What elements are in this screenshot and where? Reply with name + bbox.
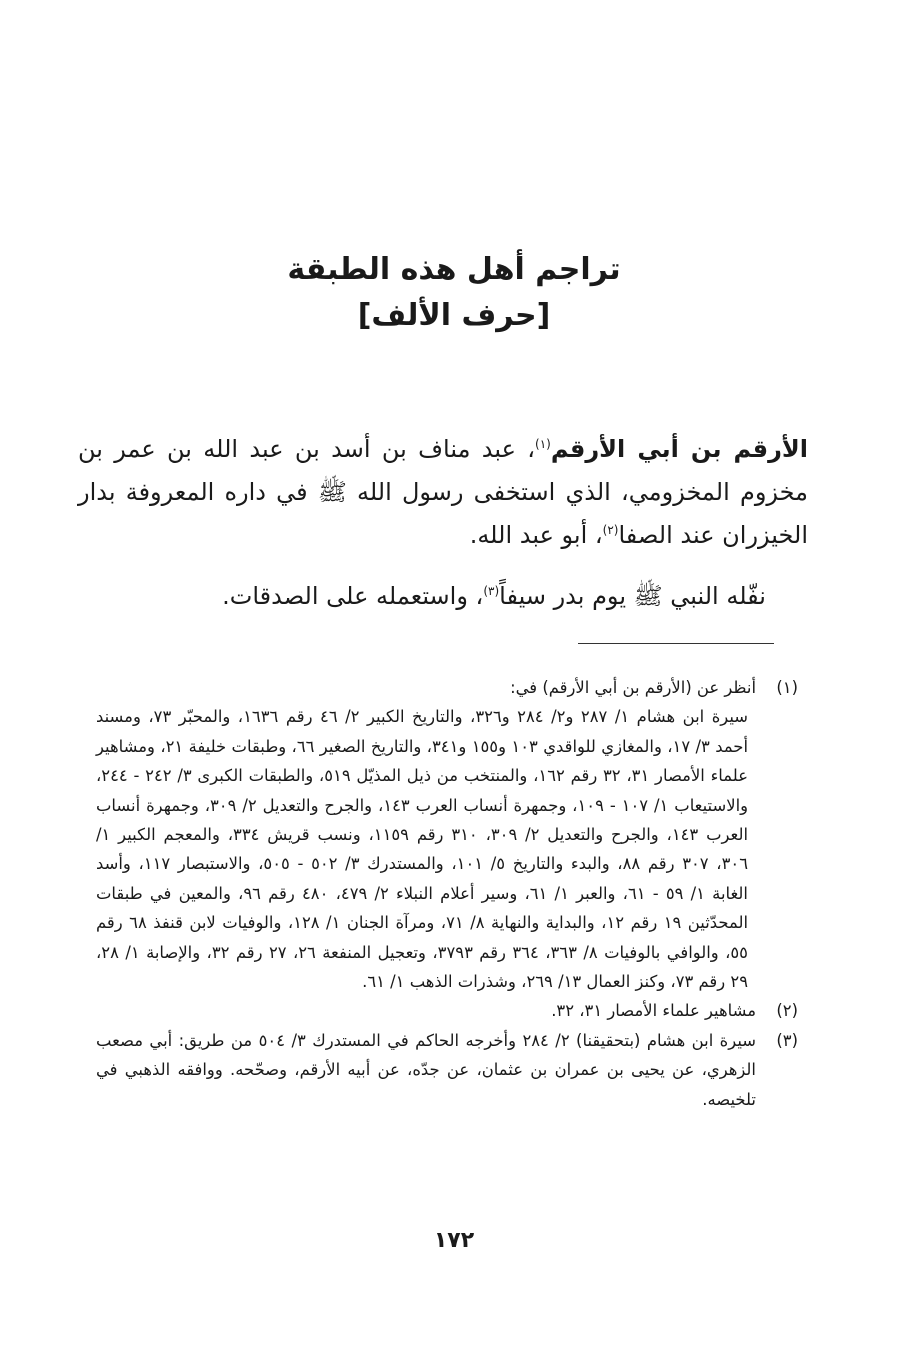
entry-para2-text-2: ، واستعمله على الصدقات. xyxy=(222,582,484,610)
footnote-divider xyxy=(578,643,774,644)
footnote-number: (١) xyxy=(776,678,798,697)
entry-text-2: ، أبو عبد الله. xyxy=(469,521,603,549)
page-number: ١٧٢ xyxy=(433,1228,475,1253)
entry-text-1: ، عبد مناف بن أسد بن عبد الله بن عمر بن مخزوم المخزومي، الذي استخفى رسول الله ﷺ في داره المعروفة بدار الخيزران عند الصفا xyxy=(78,435,808,549)
footnote-body xyxy=(96,673,756,996)
footnote-body xyxy=(96,996,756,1025)
entry-para2-text-1: نفّله النبي ﷺ يوم بدر سيفاً xyxy=(499,582,766,610)
footnote-ref-1[interactable]: (١) xyxy=(535,437,551,451)
biography-entry xyxy=(78,428,808,618)
footnote-ref-2[interactable]: (٢) xyxy=(602,523,619,537)
footnote-ref-3[interactable]: (٣) xyxy=(483,584,500,598)
entry-paragraph-1 xyxy=(78,428,808,557)
footnote-number: (٣) xyxy=(776,1030,798,1050)
entry-paragraph-2 xyxy=(78,575,808,618)
footnotes-section xyxy=(96,673,798,1114)
footnote-intro: أنظر عن (الأرقم بن أبي الأرقم) في: xyxy=(510,678,756,697)
footnote-body xyxy=(96,1026,756,1114)
footnote-number: (٢) xyxy=(776,1001,798,1021)
entry-name: الأرقم بن أبي الأرقم xyxy=(550,435,809,463)
footnote-2 xyxy=(96,996,798,1025)
section-subtitle: [حرف الألف] xyxy=(357,298,551,333)
footnote-text: سيرة ابن هشام (بتحقيقنا) ٢/ ٢٨٤ وأخرجه الحاكم في المستدرك ٣/ ٥٠٤ من طريق: أبي مصعب الزهري، عن يحيى بن عمران بن عثمان، عن جدّه، عن أبيه الأرقم، وصحّحه. ووافقه الذهبي في تلخيصه. xyxy=(96,1030,756,1109)
page-title: تراجم أهل هذه الطبقة xyxy=(287,252,621,287)
footnote-text: مشاهير علماء الأمصار ٣١، ٣٢. xyxy=(551,1001,756,1021)
footnote-1 xyxy=(96,673,798,996)
footnote-3 xyxy=(96,1026,798,1114)
footnote-sources: سيرة ابن هشام ١/ ٢٨٧ و٢/ ٢٨٤ و٣٢٦، والتاريخ الكبير ٢/ ٤٦ رقم ١٦٣٦، والمحبّر ٧٣، ومسند أحمد ٣/ ١٧، والمغازي للواقدي ١٠٣ و١٥٥ و٣٤١، والتاريخ الصغير ٦٦، وطبقات خليفة ٢١، ومشاهير علماء الأمصار ٣١، ٣٢ رقم ١٦٢، والمنتخب من ذيل المذيّل ٥١٩، والطبقات الكبرى ٣/ ٢٤٢ - ٢٤٤، والاستيعاب ١/ ١٠٧ - ١٠٩، وجمهرة أنساب العرب ١٤٣، والجرح والتعديل ٢/ ٣٠٩، وجمهرة أنساب العرب ١٤٣، والجرح والتعديل ٢/ ٣٠٩، ٣١٠ رقم ١١٥٩، ونسب قريش ٣٣٤، والمعجم الكبير ١/ ٣٠٦، ٣٠٧ رقم ٨٨، والبدء والتاريخ ٥/ ١٠١، والمستدرك ٣/ ٥٠٢ - ٥٠٥، والاستبصار ١١٧، وأسد الغابة ١/ ٥٩ - ٦١، والعبر ١/ ٦١، وسير أعلام النبلاء ٢/ ٤٧٩، ٤٨٠ رقم ٩٦، والمعين في طبقات المحدّثين ١٩ رقم ١٢، والبداية والنهاية ٨/ ٧١، ومرآة الجنان ١/ ١٢٨، والوفيات لابن قنفذ ٦٨ رقم ٥٥، والوافي بالوفيات ٨/ ٣٦٣، ٣٦٤ رقم ٣٧٩٣، وتعجيل المنفعة ٢٦، ٢٧ رقم ٣٢، والإصابة ١/ ٢٨، ٢٩ رقم ٧٣، وكنز العمال ١٣/ ٢٦٩، وشذرات الذهب ١/ ٦١. xyxy=(96,707,749,992)
